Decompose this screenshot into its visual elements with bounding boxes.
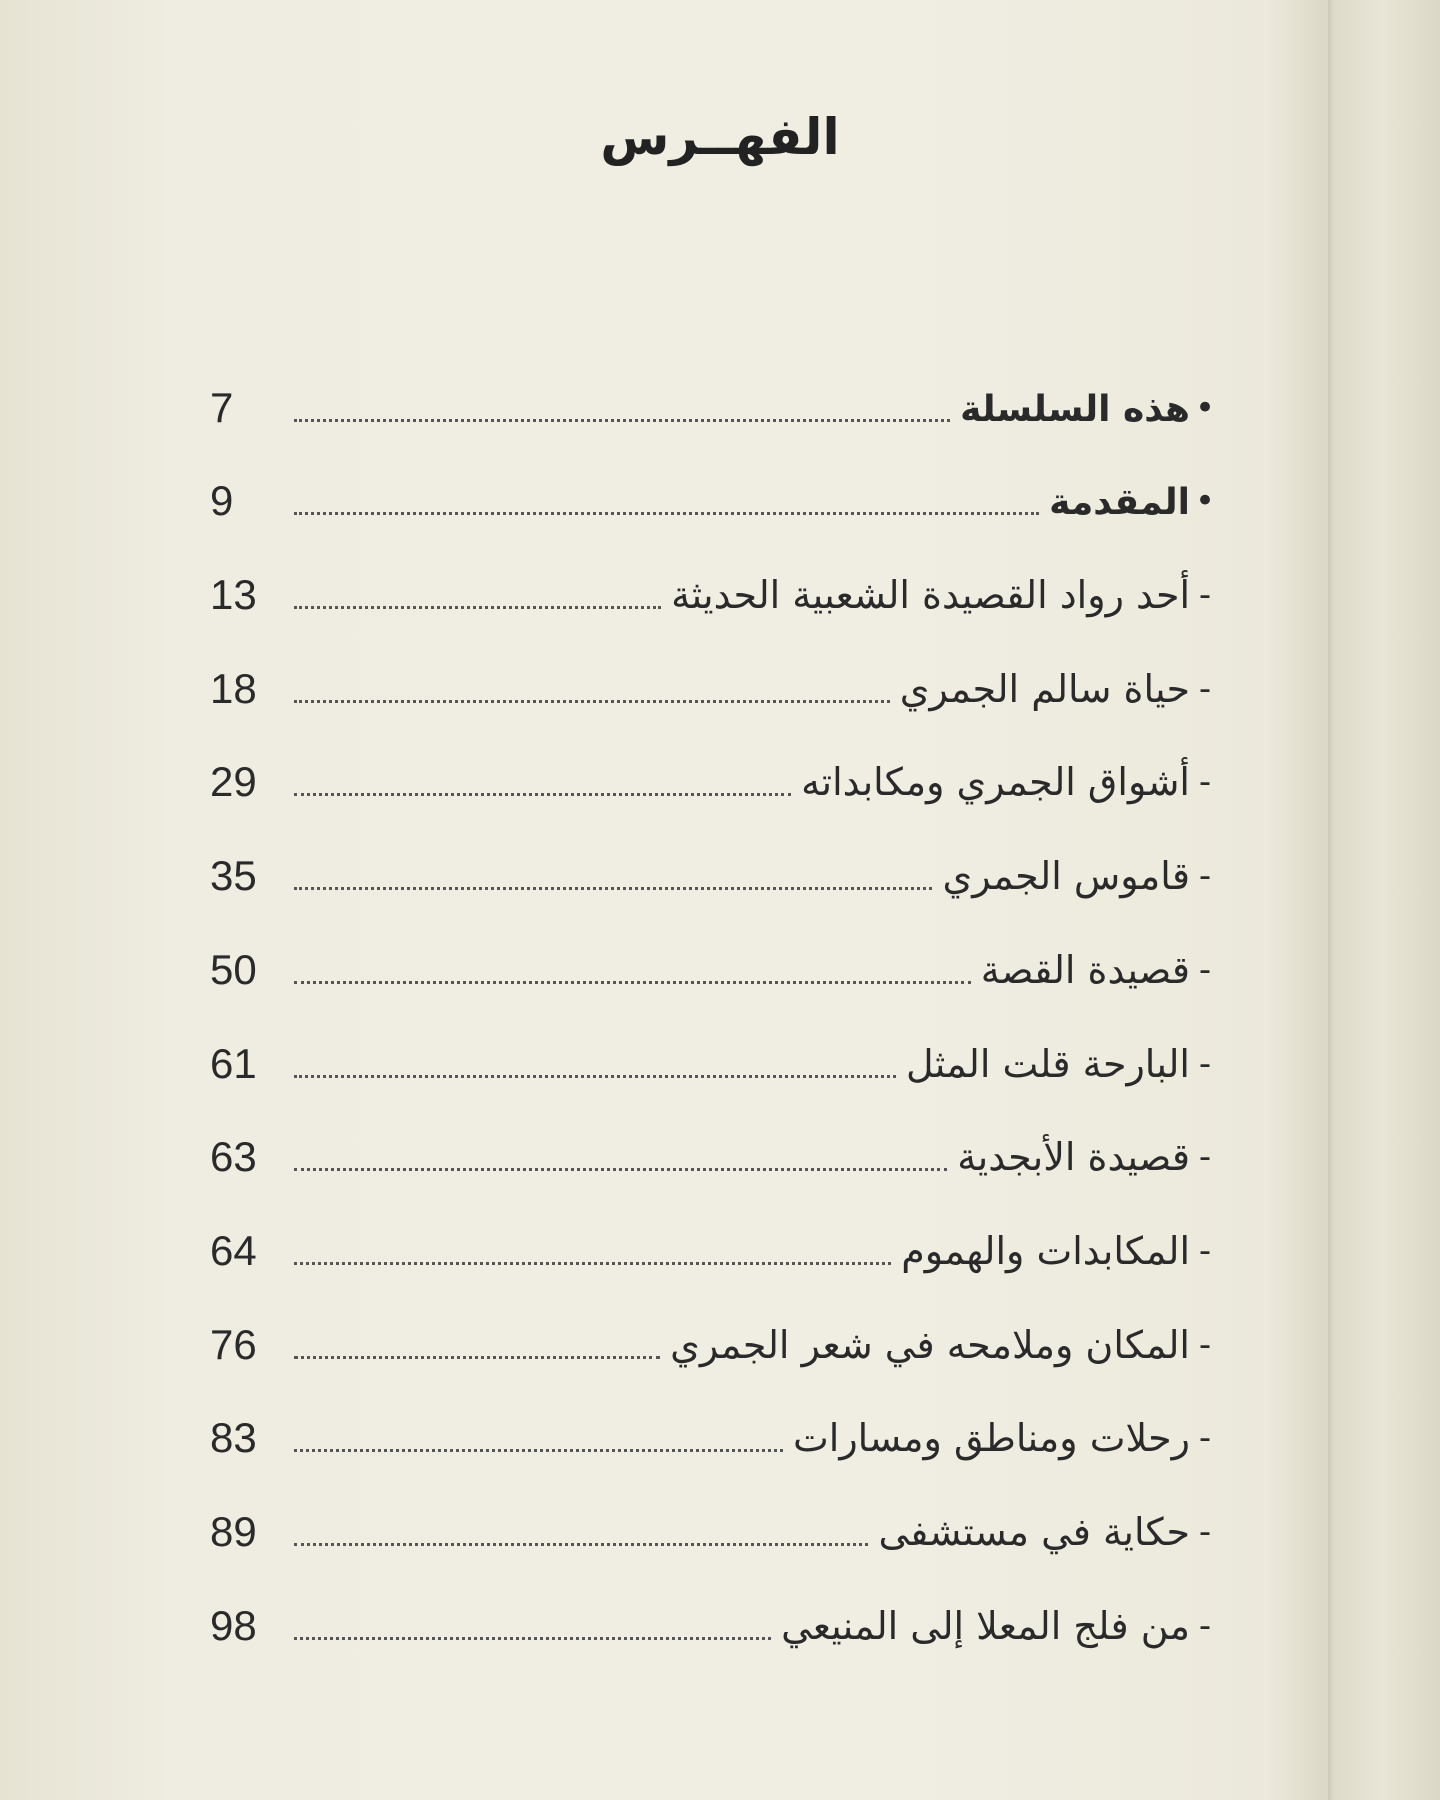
- toc-page-number: 18: [210, 664, 257, 712]
- toc-page-number: 83: [210, 1414, 257, 1462]
- dash-marker: -: [1198, 1511, 1212, 1552]
- toc-entry-title: أشواق الجمري ومكابداته: [801, 760, 1190, 805]
- dot-leader: [294, 1168, 947, 1171]
- toc-entry: [210, 438, 1220, 532]
- toc-page-number: 9: [210, 477, 234, 525]
- dash-marker: -: [1198, 1605, 1212, 1646]
- dot-leader: [294, 887, 932, 890]
- toc-page-number: 61: [210, 1039, 257, 1087]
- toc-entry-title: رحلات ومناطق ومسارات: [793, 1416, 1190, 1461]
- toc-page-number: 64: [210, 1226, 257, 1274]
- toc-entry-title: البارحة قلت المثل: [906, 1041, 1190, 1086]
- toc-entry: [210, 812, 1220, 906]
- toc-entry: [210, 531, 1220, 625]
- dash-marker: -: [1198, 1137, 1212, 1178]
- dash-marker: -: [1198, 1324, 1212, 1365]
- dash-marker: -: [1198, 575, 1212, 616]
- table-of-contents: [210, 344, 1220, 1656]
- toc-page-number: 29: [210, 758, 257, 806]
- dot-leader: [294, 1262, 891, 1265]
- toc-entry-title: قصيدة الأبجدية: [957, 1135, 1190, 1180]
- toc-entry-title: أحد رواد القصيدة الشعبية الحديثة: [671, 573, 1190, 618]
- toc-entry: [210, 906, 1220, 1000]
- toc-entry-title: المقدمة: [1049, 482, 1190, 524]
- dash-marker: -: [1198, 1043, 1212, 1084]
- toc-entry: [210, 1281, 1220, 1375]
- bullet-marker: •: [1194, 481, 1216, 522]
- dot-leader: [294, 606, 661, 609]
- bullet-marker: •: [1194, 387, 1216, 428]
- dot-leader: [294, 1543, 868, 1546]
- dash-marker: -: [1198, 762, 1212, 803]
- toc-entry: [210, 1187, 1220, 1281]
- dash-marker: -: [1198, 668, 1212, 709]
- toc-page-number: 35: [210, 852, 257, 900]
- dash-marker: -: [1198, 1230, 1212, 1271]
- dot-leader: [294, 981, 971, 984]
- toc-entry: [210, 344, 1220, 438]
- toc-entry: [210, 1562, 1220, 1656]
- toc-entry: [210, 1375, 1220, 1469]
- toc-entry-title: المكابدات والهموم: [901, 1228, 1190, 1273]
- dot-leader: [294, 1637, 771, 1640]
- toc-page-number: 63: [210, 1133, 257, 1181]
- dot-leader: [294, 512, 1039, 515]
- toc-page-number: 89: [210, 1507, 257, 1555]
- toc-page-number: 7: [210, 383, 234, 431]
- toc-entry-title: هذه السلسلة: [960, 388, 1190, 430]
- dash-marker: -: [1198, 856, 1212, 897]
- dot-leader: [294, 700, 890, 703]
- toc-page-number: 50: [210, 945, 257, 993]
- dash-marker: -: [1198, 1418, 1212, 1459]
- dot-leader: [294, 1075, 896, 1078]
- dash-marker: -: [1198, 949, 1212, 990]
- toc-page-number: 76: [210, 1320, 257, 1368]
- page-spine-shadow: [1328, 0, 1334, 1800]
- toc-entry-title: المكان وملامحه في شعر الجمري: [670, 1322, 1190, 1367]
- toc-page-number: 98: [210, 1601, 257, 1649]
- toc-entry-title: حياة سالم الجمري: [899, 666, 1190, 711]
- toc-entry: [210, 719, 1220, 813]
- toc-entry: [210, 1000, 1220, 1094]
- toc-entry-title: من فلج المعلا إلى المنيعي: [781, 1603, 1190, 1648]
- dot-leader: [294, 793, 791, 796]
- dot-leader: [294, 1449, 783, 1452]
- toc-page-number: 13: [210, 571, 257, 619]
- dot-leader: [294, 1356, 660, 1359]
- toc-entry: [210, 1468, 1220, 1562]
- toc-entry-title: قصيدة القصة: [980, 947, 1190, 992]
- toc-entry-title: حكاية في مستشفى: [878, 1509, 1190, 1554]
- toc-entry-title: قاموس الجمري: [942, 854, 1190, 899]
- page-title: الفهــرس: [600, 108, 840, 166]
- toc-entry: [210, 625, 1220, 719]
- dot-leader: [294, 419, 950, 422]
- toc-entry: [210, 1094, 1220, 1188]
